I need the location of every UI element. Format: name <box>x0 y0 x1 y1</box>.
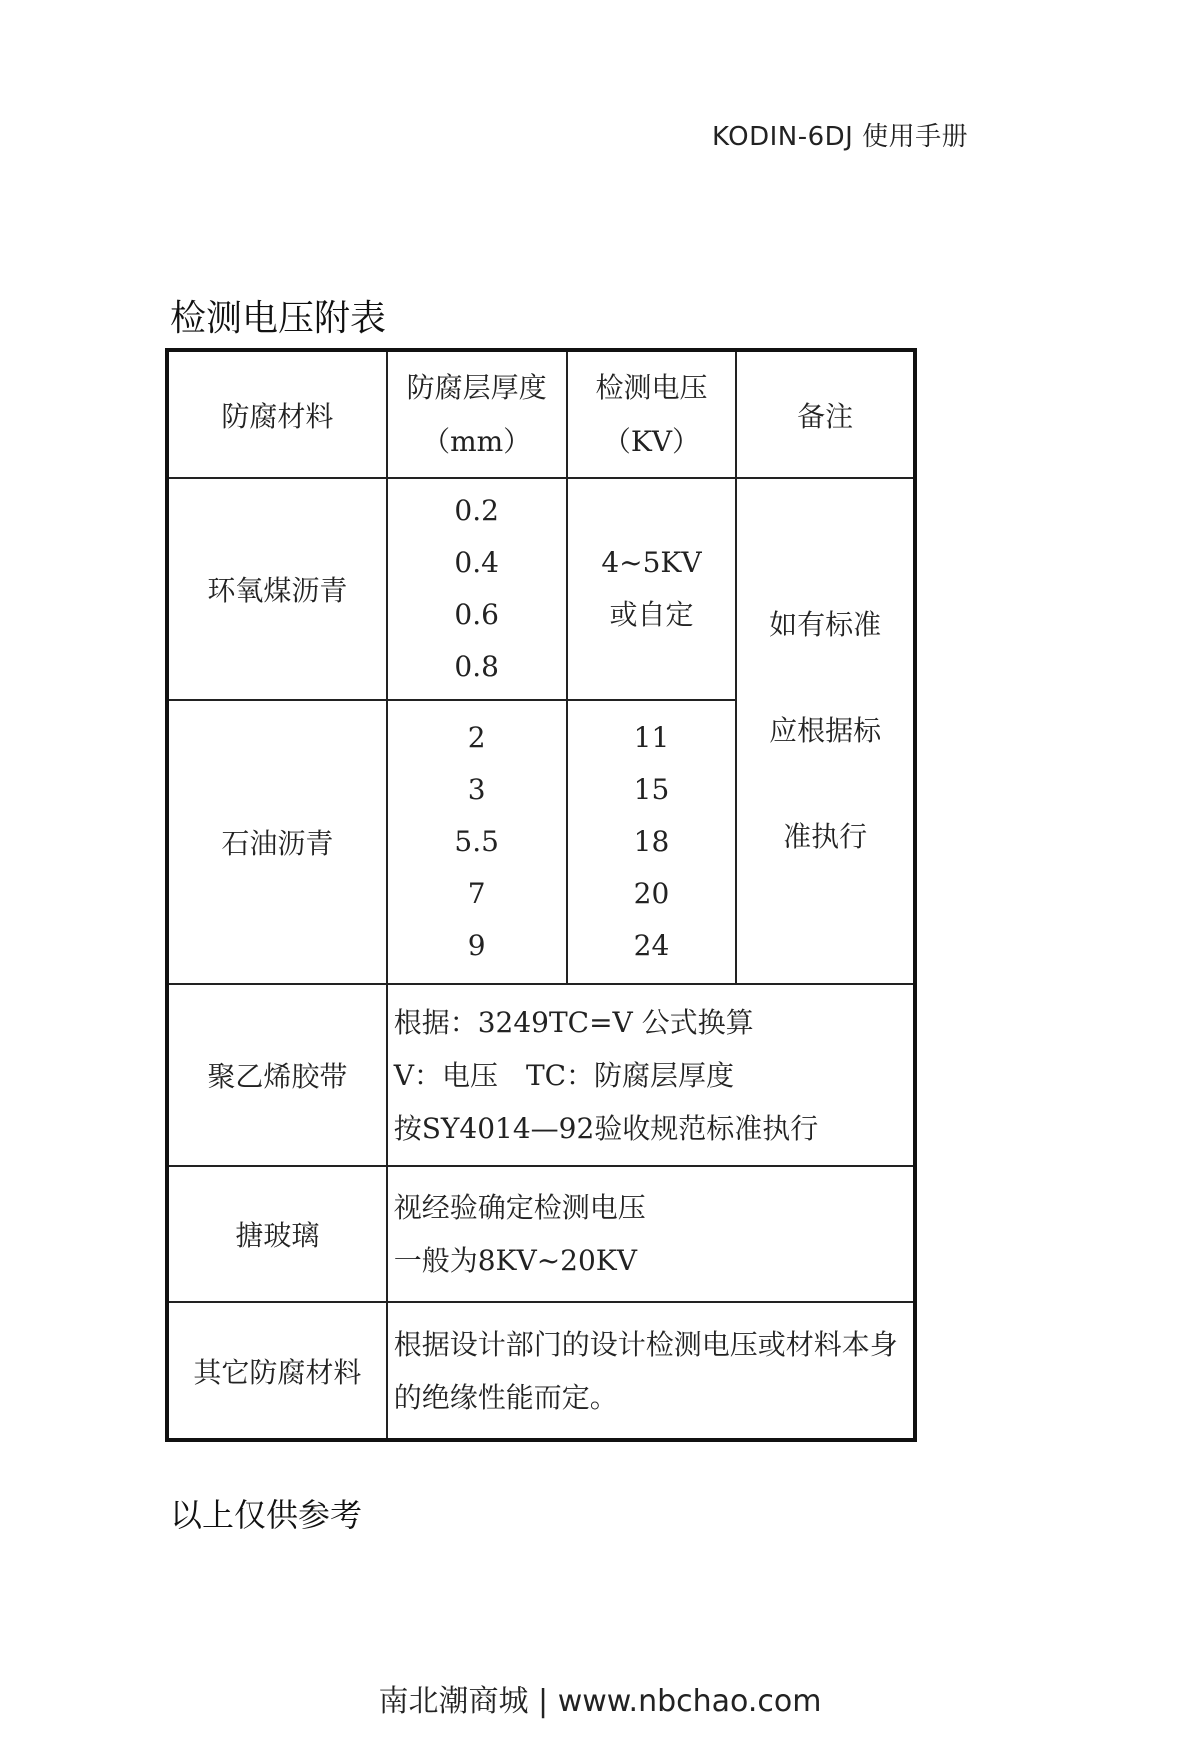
document-header-title: KODIN-6DJ 使用手册 <box>712 122 969 152</box>
polyethylene-desc-line: V：电压 TC：防腐层厚度 <box>393 1058 735 1092</box>
remark-line: 准执行 <box>783 820 868 853</box>
other-description <box>387 1302 915 1440</box>
remark-cell <box>736 478 915 984</box>
polyethylene-desc-line: 根据：3249TC=V 公式换算 <box>393 1005 754 1039</box>
table-row-enamel <box>167 1166 915 1302</box>
table-row-polyethylene <box>167 984 915 1166</box>
section-title: 检测电压附表 <box>170 298 387 339</box>
header-material <box>167 350 387 478</box>
petroleum-voltage-value: 24 <box>633 929 670 962</box>
polyethylene-description <box>387 984 915 1166</box>
petroleum-voltage-value: 15 <box>633 773 670 806</box>
table-row-epoxy <box>167 478 915 700</box>
epoxy-material-label: 环氧煤沥青 <box>207 574 348 607</box>
enamel-desc-line: 一般为8KV~20KV <box>393 1244 637 1277</box>
petroleum-voltage <box>567 700 737 984</box>
voltage-table <box>165 348 917 1442</box>
petroleum-material <box>167 700 387 984</box>
petroleum-thickness-value: 7 <box>467 877 486 910</box>
header-voltage-unit: （KV） <box>602 424 701 458</box>
polyethylene-desc-line: 按SY4014—92验收规范标准执行 <box>393 1111 819 1145</box>
petroleum-voltage-value: 18 <box>633 825 670 858</box>
epoxy-material <box>167 478 387 700</box>
header-thickness <box>387 350 567 478</box>
header-material-label: 防腐材料 <box>221 399 334 433</box>
petroleum-material-label: 石油沥青 <box>221 827 334 860</box>
petroleum-voltage-value: 20 <box>633 877 670 910</box>
epoxy-voltage-note: 或自定 <box>609 598 694 631</box>
epoxy-thickness-value: 0.6 <box>454 598 499 631</box>
polyethylene-material-label: 聚乙烯胶带 <box>207 1060 348 1093</box>
header-remark <box>736 350 915 478</box>
petroleum-thickness <box>387 700 567 984</box>
epoxy-thickness-value: 0.4 <box>454 546 499 579</box>
site-footer: 南北潮商城 | www.nbchao.com <box>378 1684 822 1719</box>
remark-line: 应根据标 <box>769 714 882 747</box>
petroleum-voltage-value: 11 <box>633 721 670 754</box>
petroleum-thickness-value: 9 <box>467 929 486 962</box>
other-desc-line: 的绝缘性能而定。 <box>393 1380 618 1414</box>
petroleum-thickness-value: 3 <box>467 773 486 806</box>
header-remark-label: 备注 <box>797 399 854 433</box>
header-thickness-unit: （mm） <box>422 424 532 458</box>
enamel-desc-line: 视经验确定检测电压 <box>393 1191 646 1224</box>
header-voltage-line: 检测电压 <box>595 370 708 404</box>
reference-note: 以上仅供参考 <box>170 1496 363 1534</box>
polyethylene-material <box>167 984 387 1166</box>
other-material-label: 其它防腐材料 <box>193 1355 362 1389</box>
other-material <box>167 1302 387 1440</box>
table-header-row <box>167 350 915 478</box>
epoxy-thickness-value: 0.8 <box>454 650 499 683</box>
epoxy-voltage-value: 4~5KV <box>601 546 702 579</box>
header-thickness-line: 防腐层厚度 <box>406 370 547 404</box>
enamel-material <box>167 1166 387 1302</box>
epoxy-voltage <box>567 478 737 700</box>
other-desc-line: 根据设计部门的设计检测电压或材料本身 <box>393 1327 898 1361</box>
petroleum-thickness-value: 5.5 <box>454 825 499 858</box>
remark-line: 如有标准 <box>769 608 882 641</box>
header-voltage <box>567 350 737 478</box>
enamel-material-label: 搪玻璃 <box>235 1219 320 1252</box>
table-row-other <box>167 1302 915 1440</box>
epoxy-thickness <box>387 478 567 700</box>
epoxy-thickness-value: 0.2 <box>454 494 499 527</box>
enamel-description <box>387 1166 915 1302</box>
petroleum-thickness-value: 2 <box>467 721 486 754</box>
